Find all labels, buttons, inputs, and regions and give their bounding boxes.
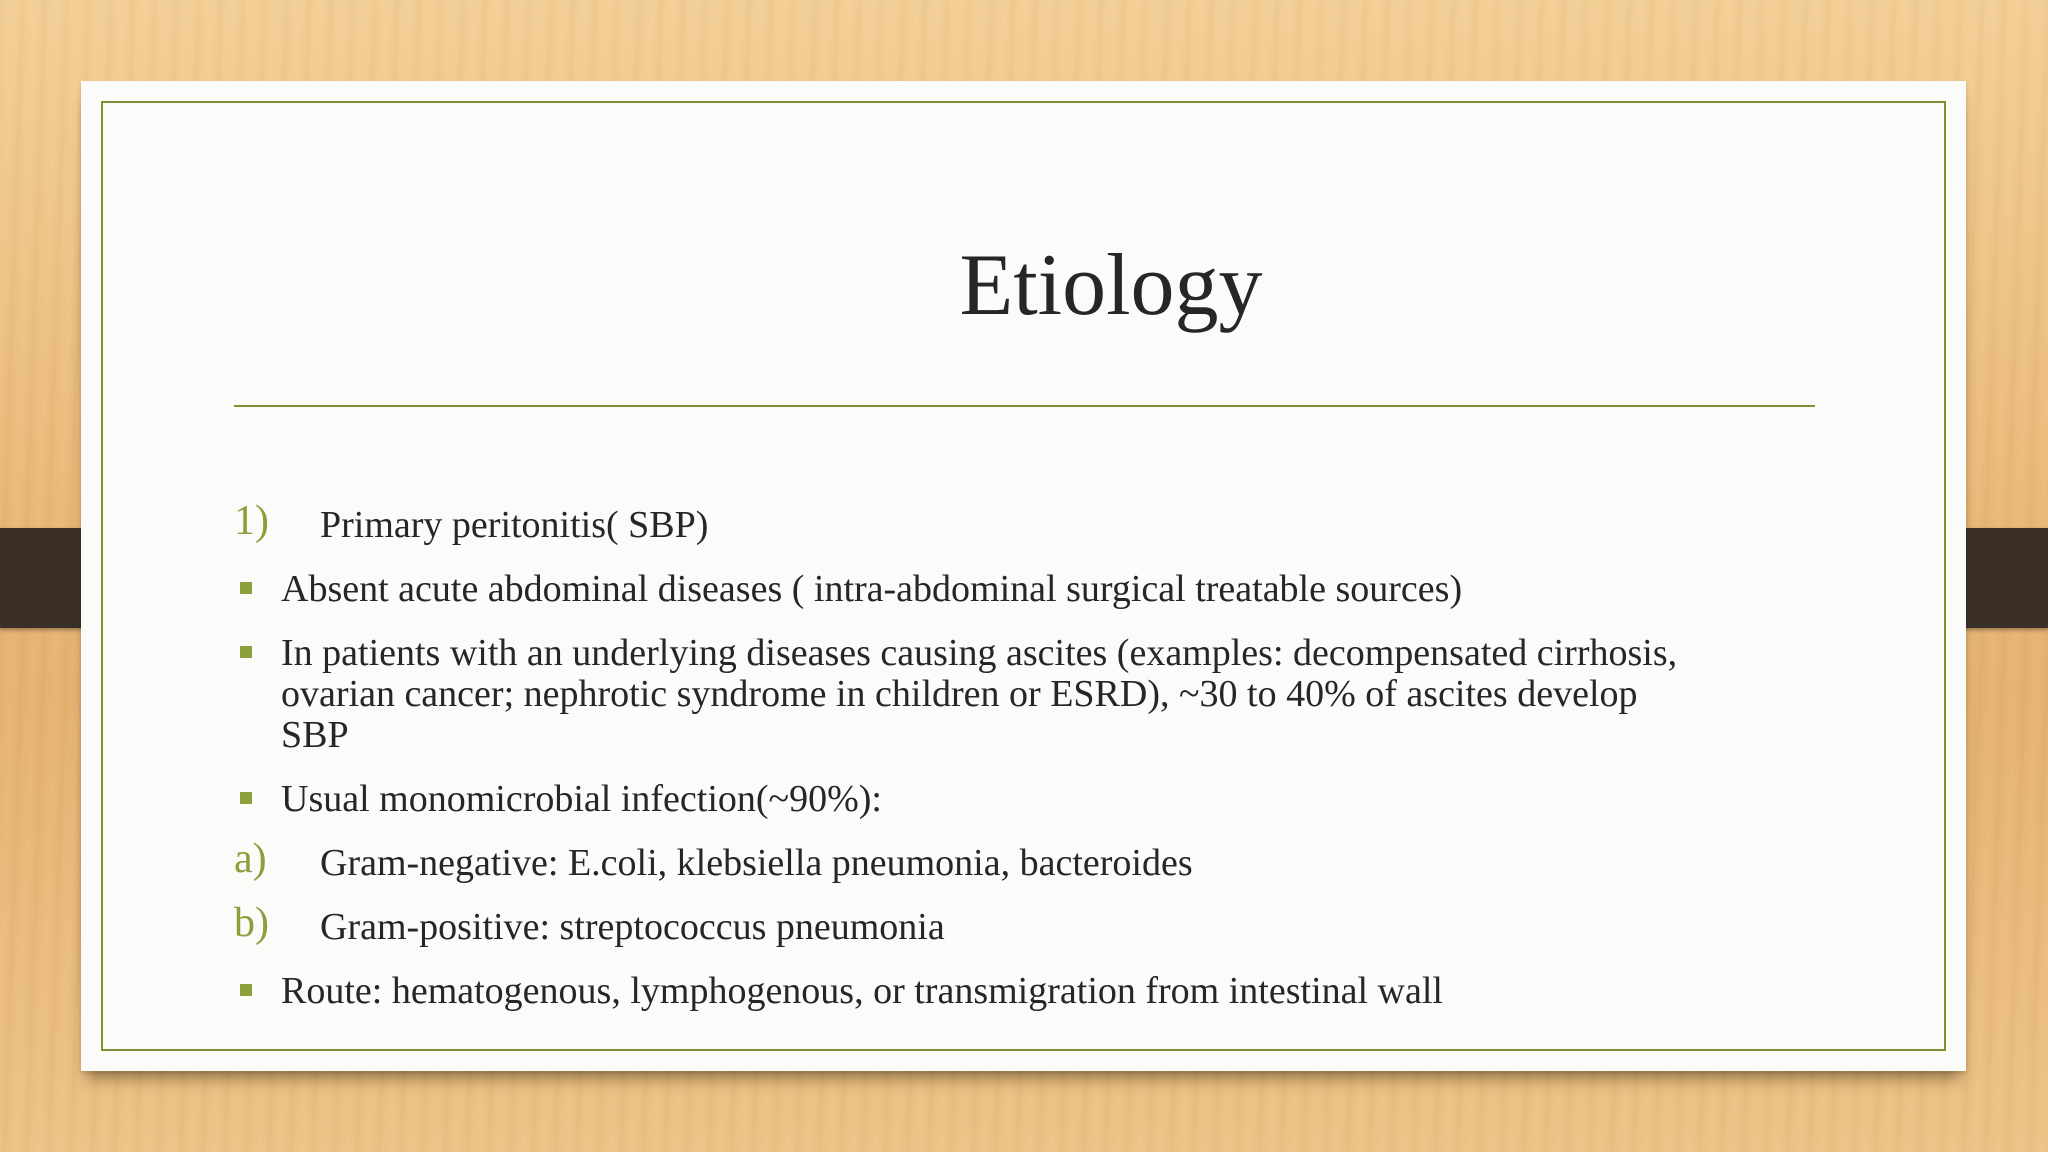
list-item-text: Gram-positive: streptococcus pneumonia (320, 906, 945, 948)
title-divider (234, 405, 1815, 407)
list-item-line: SBP (281, 714, 349, 756)
square-bullet-icon (240, 646, 252, 658)
list-item-text: Route: hematogenous, lymphogenous, or transmigration from intestinal wall (281, 970, 1443, 1012)
letter-marker: b) (234, 900, 269, 946)
list-item-text: Gram-negative: E.coli, klebsiella pneumonia, bacteroides (320, 842, 1193, 884)
list-item-text: Primary peritonitis( SBP) (320, 504, 709, 546)
square-bullet-icon (240, 984, 252, 996)
list-item-text: Usual monomicrobial infection(~90%): (281, 778, 882, 820)
list-item-text (281, 633, 1821, 756)
list-item-text: Absent acute abdominal diseases ( intra-abdominal surgical treatable sources) (281, 568, 1463, 610)
slide-title: Etiology (959, 237, 1263, 334)
number-marker: 1) (234, 498, 269, 544)
letter-marker: a) (234, 836, 267, 882)
square-bullet-icon (240, 582, 252, 594)
list-item-line: In patients with an underlying diseases causing ascites (examples: decompensated cirrhosis, (281, 632, 1678, 674)
slide-card (81, 81, 1966, 1071)
square-bullet-icon (240, 792, 252, 804)
list-item-line: ovarian cancer; nephrotic syndrome in children or ESRD), ~30 to 40% of ascites develop (281, 673, 1638, 715)
